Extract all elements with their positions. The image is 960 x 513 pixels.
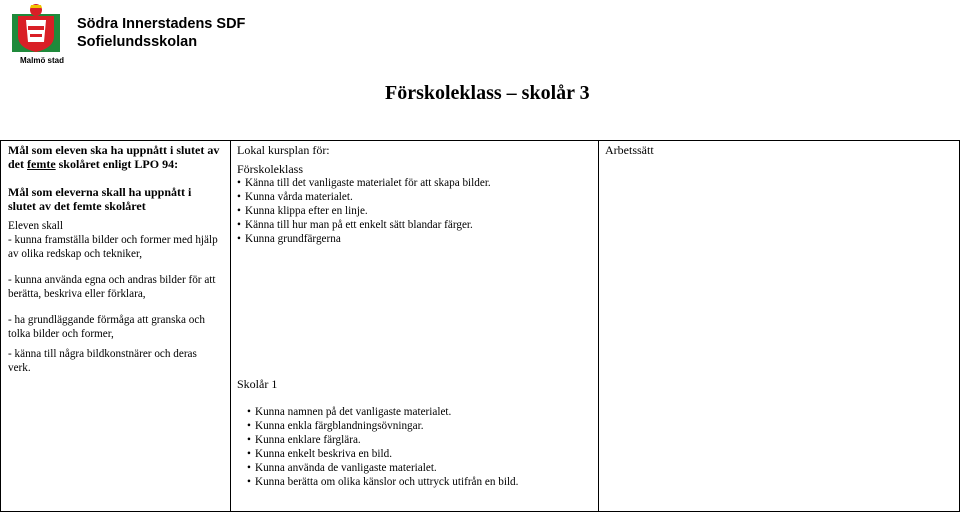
bullet-icon: • [237,219,241,231]
section-skolar1-title: Skolår 1 [237,377,278,391]
goal-item-1: - kunna framställa bilder och former med hjälp av olika redskap och tekniker, [8,234,218,260]
forskoleklass-list [237,176,592,246]
goals-subheading: Mål som eleverna skall ha uppnått i slutet av det femte skolåret [8,185,192,213]
bullet-icon: • [237,191,241,203]
goals-heading-part1: Mål som eleven ska ha uppnått i slutet av det [8,143,220,171]
bullet-icon: • [247,462,251,474]
bullet-icon: • [247,434,251,446]
goals-heading [8,143,222,171]
bullet-icon: • [247,448,251,460]
goal-item-4: - känna till några bildkonstnärer och deras verk. [8,348,197,374]
list-item: • Kunna namnen på det vanligaste materialet. [247,406,452,418]
goals-heading-part2: skolåret enligt LPO 94: [55,157,179,171]
bullet-icon: • [237,205,241,217]
logo-text: Malmö stad [20,56,65,65]
curriculum-table [0,140,960,512]
working-methods-column [598,140,960,512]
goals-column [0,140,231,512]
list-item: • Kunna berätta om olika känslor och uttryck utifrån en bild. [247,476,519,488]
list-item: • Kunna enklare färglära. [247,434,361,446]
section-forskoleklass-title: Förskoleklass [237,162,303,176]
bullet-icon: • [247,476,251,488]
goals-intro: Eleven skall [8,220,63,232]
bullet-icon: • [237,177,241,189]
working-methods-heading: Arbetssätt [605,143,654,157]
page-title: Förskoleklass – skolår 3 [385,82,590,104]
bullet-icon: • [247,420,251,432]
list-item: • Kunna enkla färgblandningsövningar. [247,420,424,432]
skolar1-list [247,405,518,489]
org-line-1: Södra Innerstadens SDF [77,16,246,32]
org-line-2: Sofielundsskolan [77,34,198,50]
coat-of-arms-icon [8,2,64,54]
list-item: • Kunna klippa efter en linje. [237,205,368,217]
list-item: • Kunna grundfärgerna [237,233,341,245]
goal-item-2: - kunna använda egna och andras bilder för att berätta, beskriva eller förklara, [8,274,216,300]
goal-item-3: - ha grundläggande förmåga att granska och tolka bilder och former, [8,314,205,340]
list-item: • Kunna använda de vanligaste materialet. [247,462,437,474]
list-item: • Känna till hur man på ett enkelt sätt blandar färger. [237,219,473,231]
bullet-icon: • [237,233,241,245]
organization-name [77,15,245,51]
list-item: • Kunna enkelt beskriva en bild. [247,448,393,460]
list-item: • Kunna vårda materialet. [237,191,353,203]
malmo-logo [8,2,64,64]
list-item: • Känna till det vanligaste materialet för att skapa bilder. [237,177,491,189]
local-curriculum-column [230,140,599,512]
goals-heading-underlined: femte [27,157,56,171]
local-curriculum-heading: Lokal kursplan för: [237,143,330,157]
bullet-icon: • [247,406,251,418]
